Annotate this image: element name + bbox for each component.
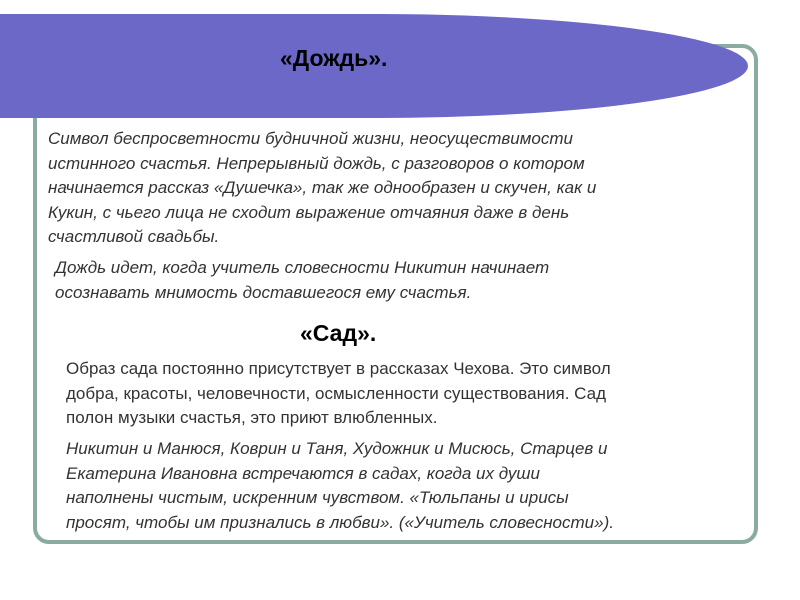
rain-paragraph-2 (55, 256, 735, 305)
text-line: Кукин, с чьего лица не сходит выражение отчаяния даже в день (48, 202, 570, 222)
text-line: просят, чтобы им признались в любви». («Учитель словесности»). (66, 512, 614, 532)
text-line: счастливой свадьбы. (48, 227, 220, 246)
text-line: добра, красоты, человечности, осмысленности существования. Сад (66, 383, 606, 403)
rain-title: «Дождь». (280, 45, 388, 71)
rain-paragraph-1 (48, 127, 738, 250)
text-line: истинного счастья. Непрерывный дождь, с разговоров о котором (48, 153, 585, 173)
text-line: Никитин и Манюся, Коврин и Таня, Художник и Мисюсь, Старцев и (66, 439, 608, 458)
text-line: наполнены чистым, искренним чувством. «Тюльпаны и ирисы (66, 488, 569, 507)
garden-title: «Сад». (300, 320, 377, 346)
text-line: Екатерина Ивановна встречаются в садах, когда их души (66, 463, 540, 483)
text-line: Дождь идет, когда учитель словесности Никитин начинает (55, 258, 550, 277)
text-line: Символ беспросветности будничной жизни, неосуществимости (48, 129, 573, 148)
garden-paragraph-2 (66, 437, 746, 535)
garden-paragraph-1 (66, 357, 746, 431)
text-line: Образ сада постоянно присутствует в рассказах Чехова. Это символ (66, 359, 611, 378)
text-line: осознавать мнимость доставшегося ему счастья. (55, 282, 472, 302)
text-line: начинается рассказ «Душечка», так же однообразен и скучен, как и (48, 178, 597, 197)
text-line: полон музыки счастья, это приют влюбленных. (66, 408, 438, 427)
